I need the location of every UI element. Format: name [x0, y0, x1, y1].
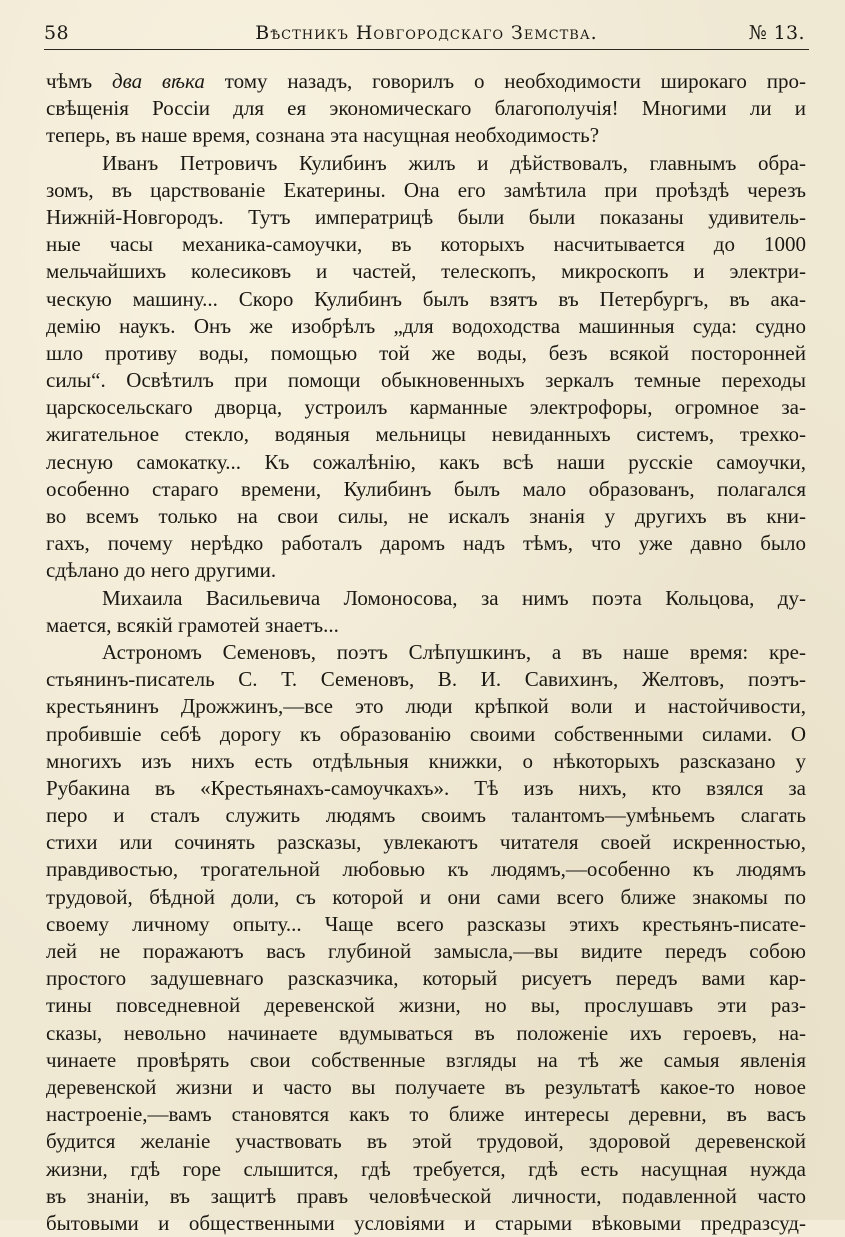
text-line: ческую машину... Скоро Кулибинъ былъ взятъ въ Петербургъ, въ ака- — [46, 286, 806, 311]
text-line: Михаила Васильевича Ломоносова, за нимъ поэта Кольцова, ду- — [102, 585, 806, 610]
text-line: простого задушевнаго разсказчика, который рисуетъ передъ вами кар- — [46, 966, 806, 991]
text-line: мается, всякій грамотей знаетъ... — [46, 612, 339, 637]
text-line: правдивостью, трогательной любовью къ людямъ,—особенно къ людямъ — [46, 857, 806, 882]
issue-number: № 13. — [748, 22, 805, 44]
text-line: своему личному опыту... Чаще всего разсказы этихъ крестьянъ-писате- — [46, 911, 806, 936]
text-line: зомъ, въ царствованіе Екатерины. Она его замѣтила при проѣздѣ черезъ — [46, 177, 806, 202]
text-line: царскосельскаго дворца, устроилъ карманные электрофоры, огромное за- — [46, 395, 806, 420]
text-line: лесную самокатку... Къ сожалѣнію, какъ всѣ наши русскіе самоучки, — [46, 449, 806, 474]
running-header — [44, 20, 809, 50]
text-line: настроеніе,—вамъ становятся какъ то ближе интересы деревни, въ васъ — [46, 1102, 806, 1127]
text-line: стьянинъ-писатель С. Т. Семеновъ, В. И. Савихинъ, Желтовъ, поэтъ- — [46, 667, 806, 692]
text-line: многихъ изъ нихъ есть отдѣльныя книжки, о нѣкоторыхъ разсказано у — [46, 748, 806, 773]
text-line: мельчайшихъ колесиковъ и частей, телескопъ, микроскопъ и электри- — [46, 259, 806, 284]
text-line: крестьянинъ Дрожжинъ,—все это люди крѣпкой воли и настойчивости, — [46, 694, 806, 719]
text-line: шло противу воды, помощью той же воды, безъ всякой посторонней — [46, 340, 806, 365]
text-line: сдѣлано до него другими. — [46, 558, 277, 583]
text-line: сказы, невольно начинаете вдумываться въ положеніе ихъ героевъ, на- — [46, 1020, 806, 1045]
header-rule — [44, 49, 809, 50]
text-line: жизни, гдѣ горе слышится, гдѣ требуется, гдѣ есть насущная нужда — [46, 1156, 806, 1181]
text-line: деревенской жизни и часто вы получаете въ результатѣ какое-то новое — [46, 1074, 806, 1099]
text-line: въ знаніи, въ защитѣ правъ человѣческой личности, подавленной часто — [46, 1183, 806, 1208]
body-text — [46, 68, 806, 1237]
text-line: демію наукъ. Онъ же изобрѣлъ „для водоходства машинныя суда: судно — [46, 313, 806, 338]
text-line: стихи или сочинять разсказы, увлекаютъ читателя своей искренностью, — [46, 830, 806, 855]
text-line: Нижній-Новгородъ. Тутъ императрицѣ были были показаны удивитель- — [46, 204, 806, 229]
text-line: тины повседневной деревенской жизни, но вы, прослушавъ эти раз- — [46, 993, 806, 1018]
text-line: Астрономъ Семеновъ, поэтъ Слѣпушкинъ, а въ наше время: кре- — [102, 639, 806, 664]
text-line: свѣщенія Россіи для ея экономическаго благополучія! Многими ли и — [46, 96, 806, 121]
text-line: теперь, въ наше время, сознана эта насущная необходимость? — [46, 123, 600, 148]
text-line: бытовыми и общественными условіями и старыми вѣковыми предразсуд- — [46, 1210, 806, 1235]
journal-title: Вѣстникъ Новгородскаго Земства. — [255, 22, 598, 44]
text-line: чинаете провѣрять свои собственные взгляды на тѣ же самыя явленія — [46, 1047, 806, 1072]
text-line: во всемъ только на свои силы, не искалъ знанія у другихъ въ кни- — [46, 504, 806, 528]
page-number: 58 — [44, 22, 69, 44]
text-line: особенно стараго времени, Кулибинъ былъ мало образованъ, полагался — [46, 476, 806, 501]
text-line: Иванъ Петровичъ Кулибинъ жилъ и дѣйствовалъ, главнымъ обра- — [102, 150, 806, 175]
text-line: лей не поражаютъ васъ глубиной замысла,—вы видите передъ собою — [46, 939, 806, 963]
text-line: чѣмъ два вѣка тому назадъ, говорилъ о необходимости широкаго про- — [46, 69, 806, 93]
text-line: гахъ, почему нерѣдко работалъ даромъ надъ тѣмъ, что уже давно было — [46, 531, 806, 556]
text-line: будится желаніе участвовать въ этой трудовой, здоровой деревенской — [46, 1129, 806, 1154]
text-line: перо и сталъ служить людямъ своимъ талантомъ—умѣньемъ слагать — [46, 803, 806, 828]
text-line: пробившіе себѣ дорогу къ образованію своими собственными силами. О — [46, 721, 806, 746]
text-line: трудовой, бѣдной доли, съ которой и они сами всего ближе знакомы по — [46, 884, 806, 909]
text-line: жигательное стекло, водяныя мельницы невиданныхъ системъ, трехко- — [46, 422, 806, 447]
text-line: силы“. Освѣтилъ при помощи обыкновенныхъ зеркалъ темные переходы — [46, 368, 806, 393]
text-line: Рубакина въ «Крестьянахъ-самоучкахъ». Тѣ изъ нихъ, кто взялся за — [46, 775, 806, 800]
text-line: ные часы механика-самоучки, въ которыхъ насчитывается до 1000 — [46, 232, 806, 257]
